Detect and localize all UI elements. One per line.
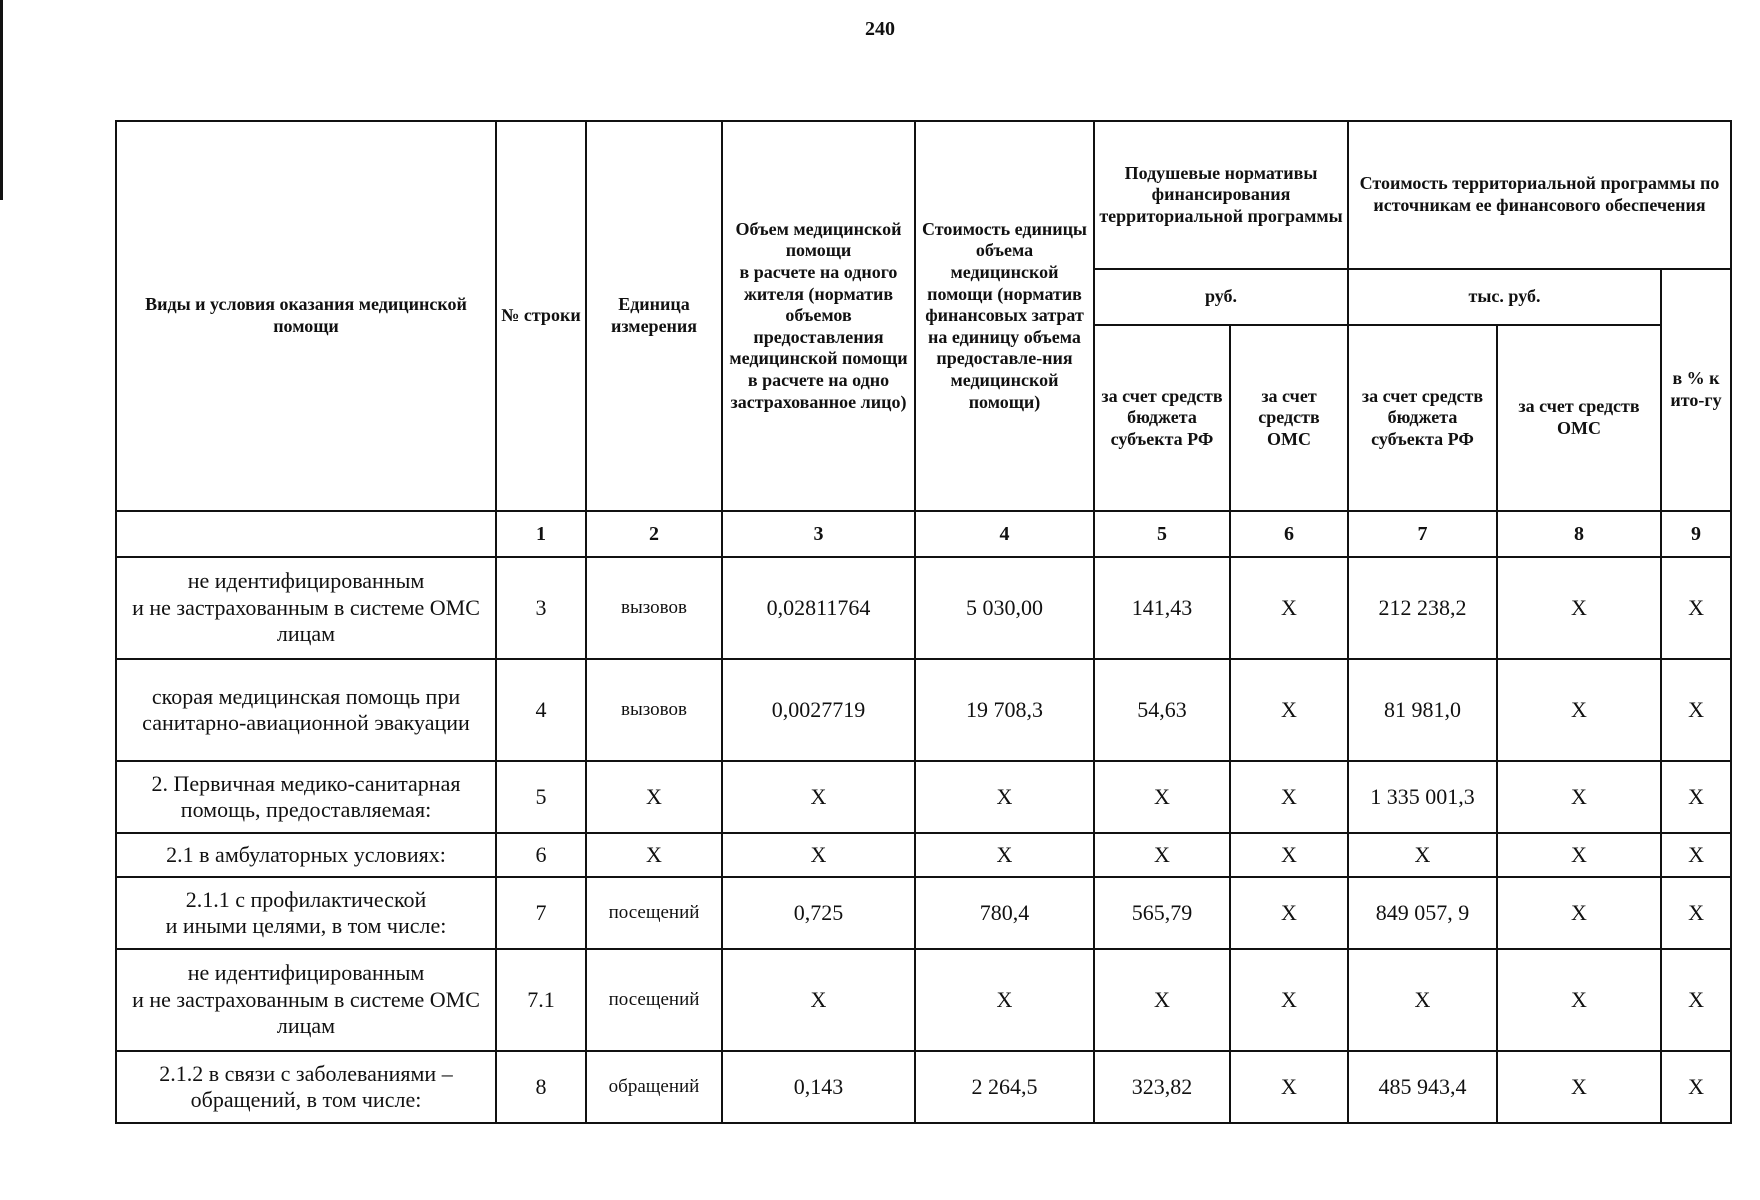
cell-type: скорая медицинская помощь при санитарно-авиационной эвакуации [116,659,496,761]
cell-unit: посещений [586,949,722,1051]
cell-volume: X [722,833,915,877]
cell-row-no: 7 [496,877,586,949]
column-number: 7 [1348,511,1497,557]
column-number: 3 [722,511,915,557]
cell-unit: обращений [586,1051,722,1123]
cell-budget-rub: 54,63 [1094,659,1230,761]
cell-budget-thousand: 485 943,4 [1348,1051,1497,1123]
cell-row-no: 3 [496,557,586,659]
cell-volume: X [722,949,915,1051]
cell-pct: X [1661,659,1731,761]
cell-volume: 0,143 [722,1051,915,1123]
table-row [116,949,1731,1051]
column-number: 8 [1497,511,1661,557]
cell-unit: X [586,833,722,877]
header-group-program-cost: Стоимость территориальной программы по источникам ее финансового обеспечения [1348,121,1731,269]
header-pct: в % к ито-гу [1661,269,1731,511]
cell-row-no: 5 [496,761,586,833]
cell-cost: X [915,833,1094,877]
table-row [116,761,1731,833]
cell-volume: X [722,761,915,833]
cell-budget-rub: 323,82 [1094,1051,1230,1123]
column-number: 6 [1230,511,1348,557]
header-unit: Единица измерения [586,121,722,511]
table-row [116,1051,1731,1123]
cell-unit: вызовов [586,557,722,659]
column-number: 9 [1661,511,1731,557]
column-number: 4 [915,511,1094,557]
header-budget-thousand: за счет средств бюджета субъекта РФ [1348,325,1497,511]
cell-budget-thousand: X [1348,949,1497,1051]
cell-volume: 0,0027719 [722,659,915,761]
cell-cost: X [915,949,1094,1051]
cell-oms-rub: X [1230,659,1348,761]
cell-pct: X [1661,833,1731,877]
cell-oms-rub: X [1230,949,1348,1051]
header-volume: Объем медицинской помощи в расчете на одного жителя (норматив объемов предоставления медицинской помощи в расчете на одно застрахованное лицо) [722,121,915,511]
cell-type: не идентифицированным и не застрахованным в системе ОМС лицам [116,557,496,659]
cell-unit: вызовов [586,659,722,761]
cell-row-no: 7.1 [496,949,586,1051]
page-number: 240 [865,18,895,40]
cell-row-no: 8 [496,1051,586,1123]
cell-type: 2. Первичная медико-санитарная помощь, предоставляемая: [116,761,496,833]
cell-pct: X [1661,557,1731,659]
table-row [116,557,1731,659]
cell-oms-thousand: X [1497,877,1661,949]
cell-budget-rub: X [1094,949,1230,1051]
cell-budget-thousand: 1 335 001,3 [1348,761,1497,833]
cell-pct: X [1661,761,1731,833]
column-number: 2 [586,511,722,557]
cell-type: 2.1.2 в связи с заболеваниями – обращений, в том числе: [116,1051,496,1123]
header-oms-thousand: за счет средств ОМС [1497,325,1661,511]
cell-budget-rub: 141,43 [1094,557,1230,659]
table-row [116,659,1731,761]
cell-oms-thousand: X [1497,833,1661,877]
table-row [116,877,1731,949]
column-numbers-row [116,511,1731,557]
table-body [116,557,1731,1123]
financing-table [115,120,1732,1124]
cell-pct: X [1661,877,1731,949]
column-number [116,511,496,557]
cell-cost: 19 708,3 [915,659,1094,761]
header-group-per-capita: Подушевые нормативы финансирования территориальной программы [1094,121,1348,269]
cell-oms-rub: X [1230,877,1348,949]
cell-budget-thousand: 849 057, 9 [1348,877,1497,949]
cell-oms-thousand: X [1497,1051,1661,1123]
header-cost: Стоимость единицы объема медицинской помощи (норматив финансовых затрат на единицу объема предоставле-ния медицинской помощи) [915,121,1094,511]
cell-oms-rub: X [1230,761,1348,833]
cell-cost: X [915,761,1094,833]
cell-cost: 780,4 [915,877,1094,949]
cell-budget-thousand: 81 981,0 [1348,659,1497,761]
cell-cost: 2 264,5 [915,1051,1094,1123]
cell-budget-thousand: X [1348,833,1497,877]
cell-unit: посещений [586,877,722,949]
cell-volume: 0,725 [722,877,915,949]
table-header [116,121,1731,557]
cell-oms-rub: X [1230,833,1348,877]
header-type: Виды и условия оказания медицинской помощи [116,121,496,511]
column-number: 1 [496,511,586,557]
cell-unit: X [586,761,722,833]
header-budget-rub: за счет средств бюджета субъекта РФ [1094,325,1230,511]
cell-pct: X [1661,949,1731,1051]
cell-volume: 0,02811764 [722,557,915,659]
cell-budget-rub: X [1094,833,1230,877]
cell-oms-thousand: X [1497,659,1661,761]
table-row [116,833,1731,877]
header-sub-rub: руб. [1094,269,1348,325]
header-oms-rub: за счет средств ОМС [1230,325,1348,511]
cell-budget-rub: 565,79 [1094,877,1230,949]
cell-oms-rub: X [1230,557,1348,659]
cell-row-no: 4 [496,659,586,761]
cell-budget-rub: X [1094,761,1230,833]
column-number: 5 [1094,511,1230,557]
cell-oms-thousand: X [1497,761,1661,833]
cell-oms-thousand: X [1497,557,1661,659]
cell-budget-thousand: 212 238,2 [1348,557,1497,659]
cell-oms-rub: X [1230,1051,1348,1123]
cell-type: 2.1.1 с профилактической и иными целями, в том числе: [116,877,496,949]
header-row-no: № строки [496,121,586,511]
cell-cost: 5 030,00 [915,557,1094,659]
cell-pct: X [1661,1051,1731,1123]
cell-oms-thousand: X [1497,949,1661,1051]
cell-row-no: 6 [496,833,586,877]
cell-type: 2.1 в амбулаторных условиях: [116,833,496,877]
header-sub-thousand-rub: тыс. руб. [1348,269,1661,325]
cell-type: не идентифицированным и не застрахованным в системе ОМС лицам [116,949,496,1051]
